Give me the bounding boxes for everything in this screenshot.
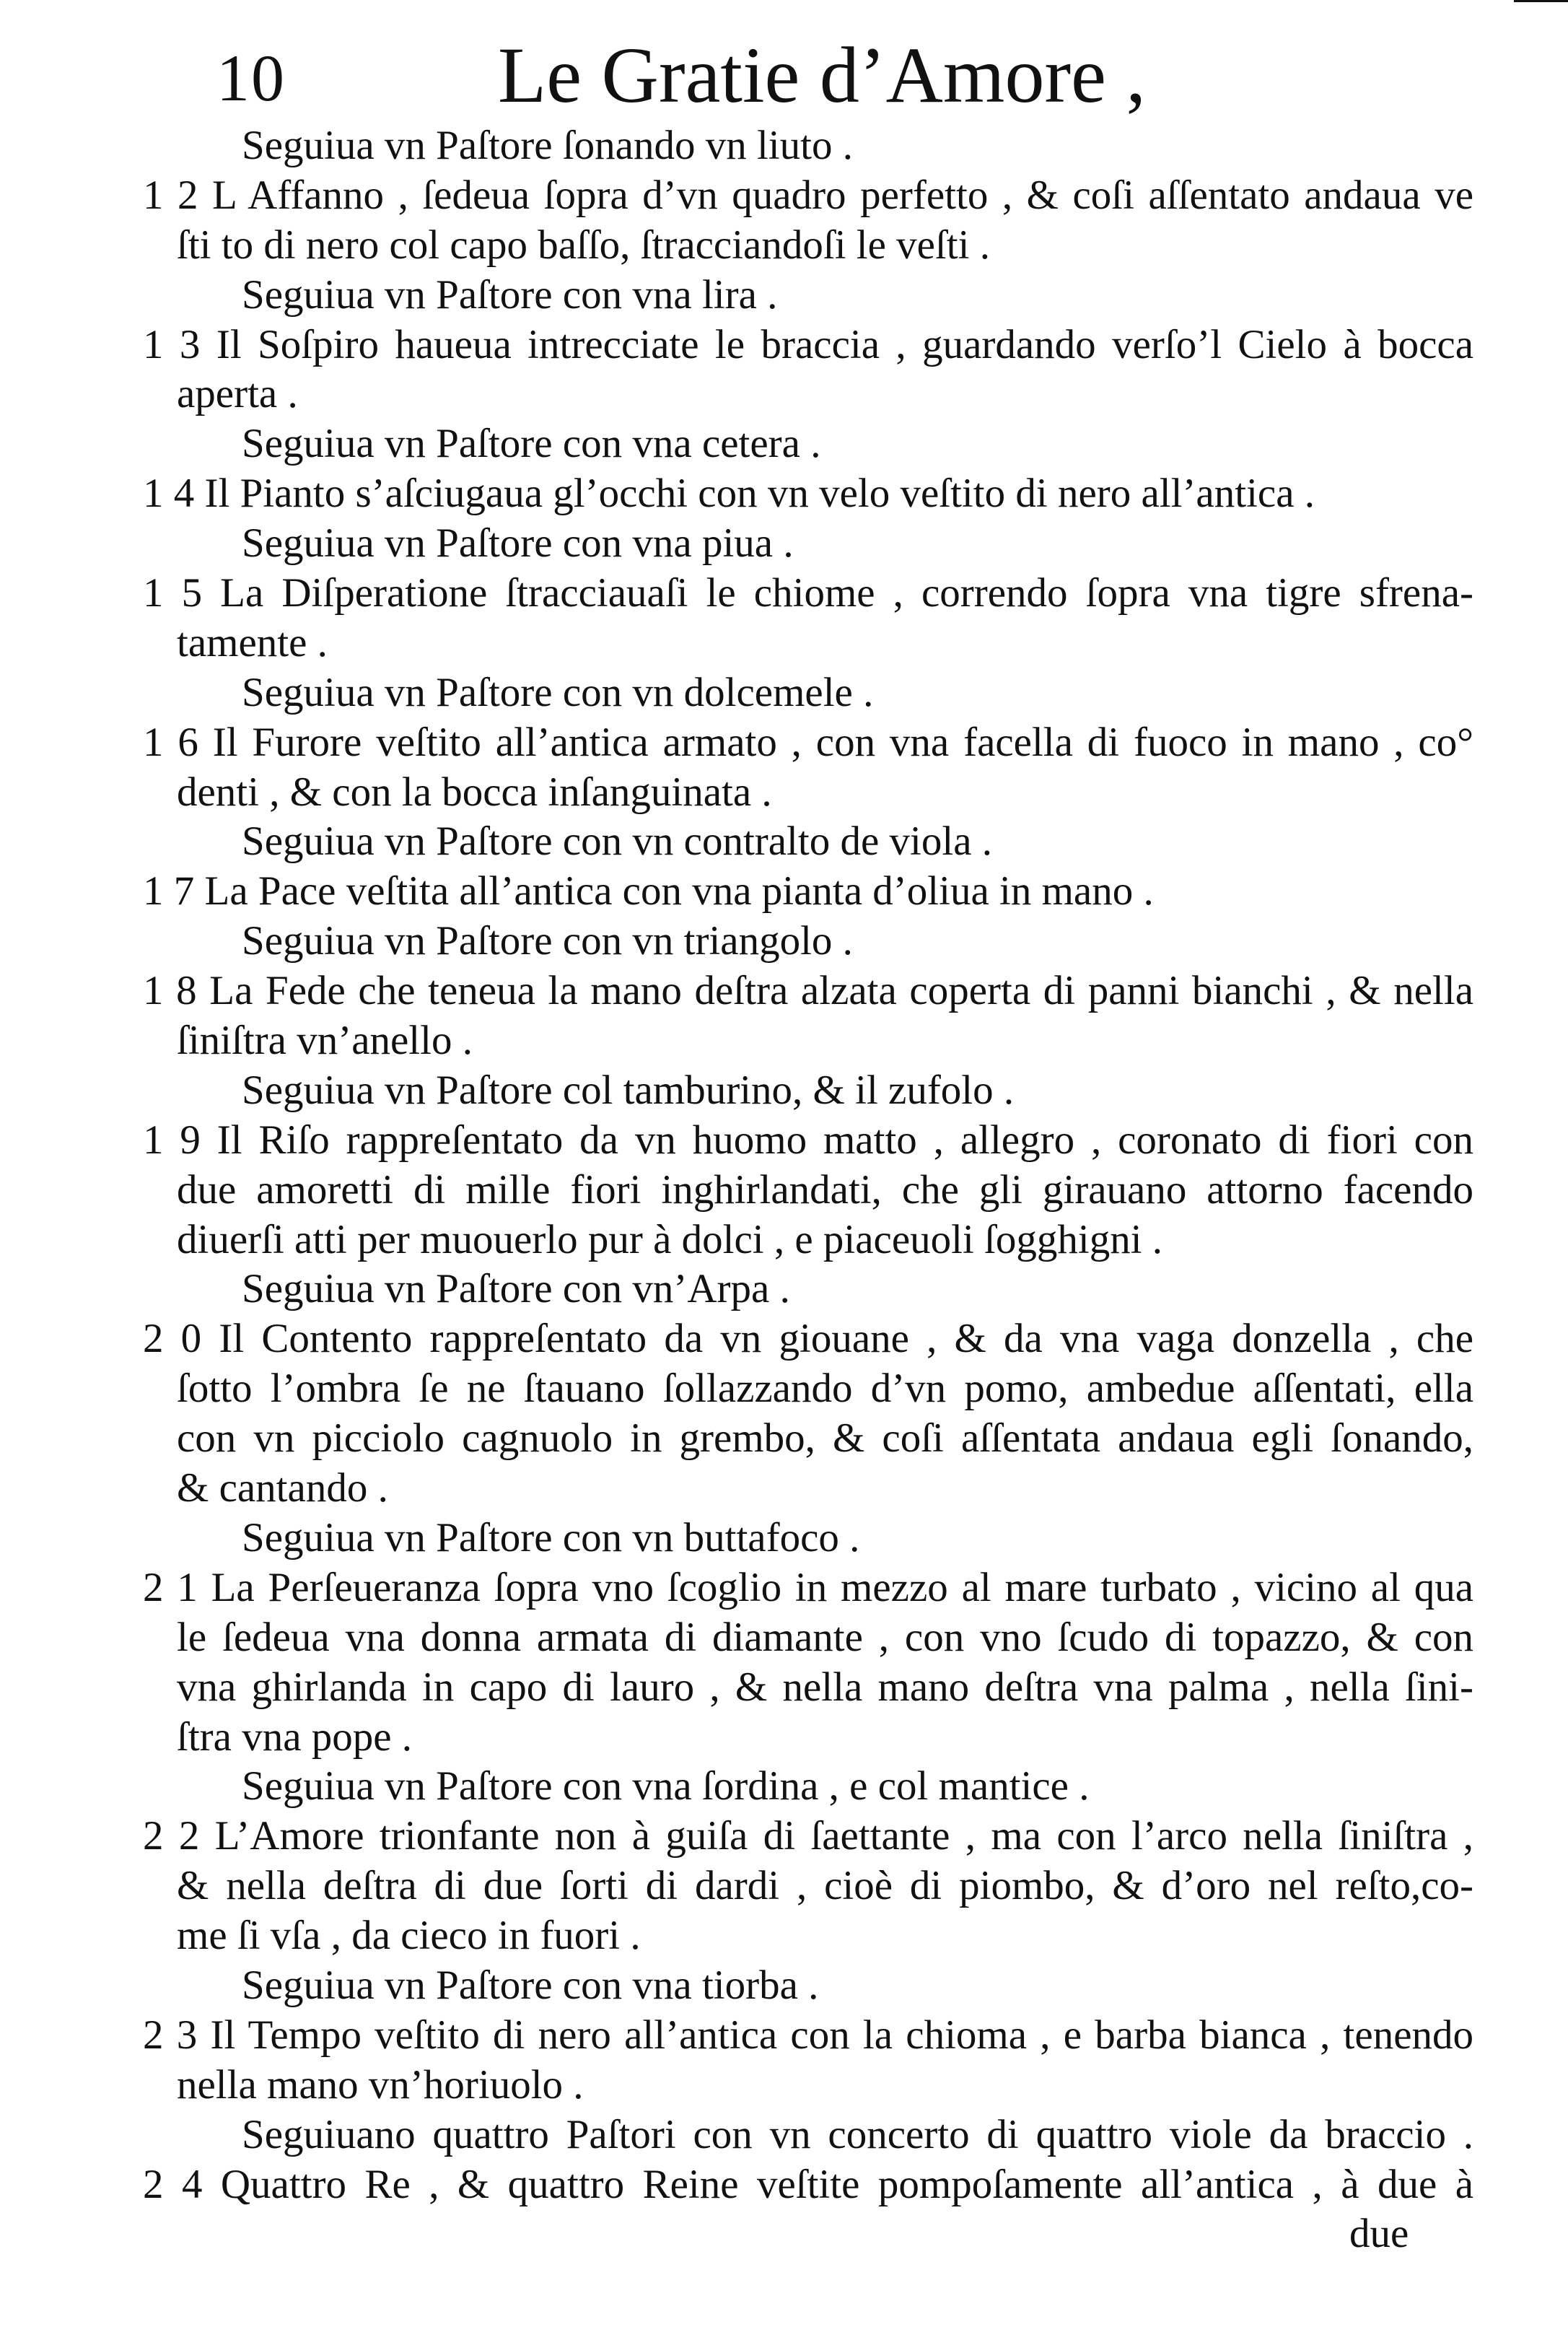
text-line: ſiniſtra vn’anello . <box>177 1018 473 1064</box>
text-line: Seguiua vn Paſtore col tamburino, & il zufolo . <box>242 1067 1015 1113</box>
text-line: ſti to di nero col capo baſſo, ſtracciandoſi le veſti . <box>177 222 990 268</box>
text-line: Seguiua vn Paſtore con vn triangolo . <box>242 918 853 964</box>
page-number: 10 <box>216 41 286 115</box>
text-line: ſotto l’ombra ſe ne ſtauano ſollazzando d’vn pomo, ambedue aſſentati, ella <box>177 1366 1473 1412</box>
text-line: aperta . <box>177 371 298 417</box>
text-line: 1 8 La Fede che teneua la mano deſtra alzata coperta di panni bianchi , & nella <box>143 968 1473 1014</box>
text-line: diuerſi atti per muouerlo pur à dolci , e piaceuoli ſogghigni . <box>177 1216 1163 1262</box>
running-title: Le Gratie d’Amore , <box>498 31 1146 119</box>
text-line: Seguiua vn Paſtore con vna cetera . <box>242 421 821 467</box>
text-line: Seguiua vn Paſtore con vn’Arpa . <box>242 1266 790 1312</box>
text-line: Seguiuano quattro Paſtori con vn concerto di quattro viole da braccio . <box>242 2111 1473 2157</box>
text-line: Seguiua vn Paſtore con vna tiorba . <box>242 1962 819 2008</box>
text-line: Seguiua vn Paſtore con vna piua . <box>242 520 794 567</box>
text-line: Seguiua vn Paſtore con vna lira . <box>242 271 778 318</box>
text-line: Seguiua vn Paſtore ſonando vn liuto . <box>242 123 853 168</box>
text-line: me ſi vſa , da cieco in fuori . <box>177 1913 641 1959</box>
text-line: Seguiua vn Paſtore con vna ſordina , e col mantice . <box>242 1763 1090 1809</box>
text-line: 1 6 Il Furore veſtito all’antica armato , con vna facella di fuoco in mano , co° <box>143 719 1473 765</box>
text-line: & cantando . <box>177 1465 388 1511</box>
text-line: nella mano vn’horiuolo . <box>177 2061 584 2108</box>
text-line: tamente . <box>177 619 328 665</box>
text-line: 1 7 La Pace veſtita all’antica con vna pianta d’oliua in mano . <box>143 868 1154 914</box>
text-line: 2 1 La Perſeueranza ſopra vno ſcoglio in mezzo al mare turbato , vicino al qua <box>143 1564 1473 1610</box>
text-line: 2 2 L’Amore trionfante non à guiſa di ſaettante , ma con l’arco nella ſiniſtra , <box>143 1813 1473 1859</box>
text-line: 1 3 Il Soſpiro haueua intrecciate le braccia , guardando verſo’l Cielo à bocca <box>143 321 1473 367</box>
text-line: & nella deſtra di due ſorti di dardi , cioè di piombo, & d’oro nel reſto,co- <box>177 1863 1473 1909</box>
text-line: due amoretti di mille fiori inghirlandati, che gli girauano attorno facendo <box>177 1166 1473 1213</box>
catchword: due <box>1349 2211 1409 2256</box>
text-line: 2 4 Quattro Re , & quattro Reine veſtite pompoſamente all’antica , à due à <box>143 2161 1473 2207</box>
text-line: con vn picciolo cagnuolo in grembo, & coſi aſſentata andaua egli ſonando, <box>177 1415 1473 1462</box>
scan-edge-mark <box>1514 0 1568 2</box>
text-body <box>143 121 1473 2209</box>
text-line: 1 4 Il Pianto s’aſciugaua gl’occhi con vn velo veſtito di nero all’antica . <box>143 471 1315 517</box>
text-line: le ſedeua vna donna armata di diamante , con vno ſcudo di topazzo, & con <box>177 1614 1473 1660</box>
text-line: denti , & con la bocca inſanguinata . <box>177 769 772 815</box>
text-line: Seguiua vn Paſtore con vn dolcemele . <box>242 669 874 715</box>
text-line: 1 2 L Affanno , ſedeua ſopra d’vn quadro perfetto , & coſi aſſentato andaua ve <box>143 172 1473 218</box>
text-line: 2 0 Il Contento rappreſentato da vn giouane , & da vna vaga donzella , che <box>143 1316 1473 1362</box>
text-line: 1 9 Il Riſo rappreſentato da vn huomo matto , allegro , coronato di fiori con <box>143 1117 1473 1163</box>
text-line: Seguiua vn Paſtore con vn contralto de viola . <box>242 818 992 865</box>
text-line: Seguiua vn Paſtore con vn buttafoco . <box>242 1514 860 1560</box>
text-line: 2 3 Il Tempo veſtito di nero all’antica con la chioma , e barba bianca , tenendo <box>143 2012 1473 2058</box>
text-line: vna ghirlanda in capo di lauro , & nella mano deſtra vna palma , nella ſini- <box>177 1664 1473 1710</box>
text-line: ſtra vna pope . <box>177 1713 413 1760</box>
text-line: 1 5 La Diſperatione ſtracciauaſi le chiome , correndo ſopra vna tigre sfrena- <box>143 570 1473 616</box>
